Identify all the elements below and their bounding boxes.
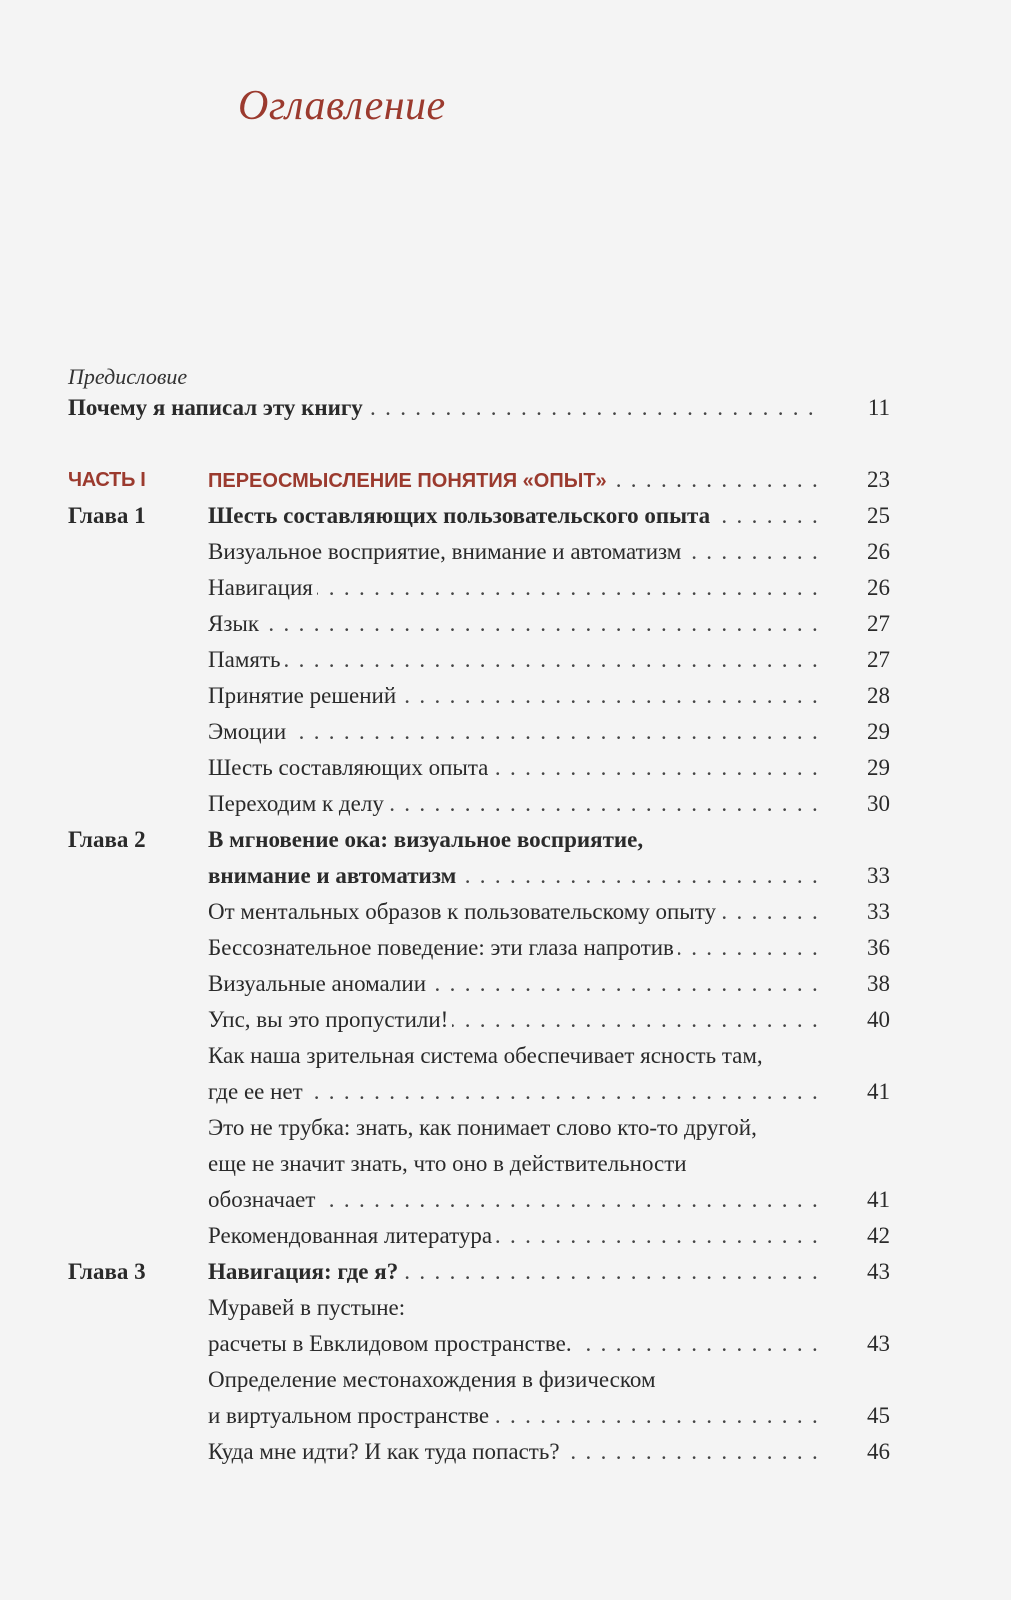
entry-title-line1: Это не трубка: знать, как понимает слово кто-то другой,: [208, 1115, 761, 1140]
page-number: 26: [867, 575, 890, 600]
entry-title: Эмоции: [208, 719, 290, 744]
page-number: 29: [867, 719, 890, 744]
entry-title: Принятие решений: [208, 683, 400, 708]
page-number: 43: [867, 1331, 890, 1356]
entry-title: Рекомендованная литература: [208, 1223, 496, 1248]
part-label: ЧАСТЬ I: [68, 469, 146, 491]
entry-title-line2: еще не значит знать, что оно в действительности: [208, 1151, 691, 1176]
toc-entry[interactable]: [0, 1218, 1011, 1254]
toc-entry-preface[interactable]: [0, 390, 1011, 426]
toc-entry[interactable]: [0, 750, 1011, 786]
toc-entry[interactable]: [0, 966, 1011, 1002]
toc-entry[interactable]: [0, 642, 1011, 678]
chapter-label: Глава 3: [68, 1259, 146, 1284]
entry-title: Визуальные аномалии: [208, 971, 430, 996]
page-number: 45: [867, 1403, 890, 1428]
toc-entry[interactable]: [0, 930, 1011, 966]
page-number: 33: [867, 863, 890, 888]
toc-entry-line1[interactable]: [0, 1038, 1011, 1074]
entry-title: От ментальных образов к пользовательскому опыту: [208, 899, 720, 924]
toc-chapter-3[interactable]: [0, 1254, 1011, 1290]
entry-title: Язык: [208, 611, 263, 636]
toc-chapter-2[interactable]: [0, 822, 1011, 858]
chapter-title-line2: внимание и автоматизм: [208, 863, 460, 888]
page-number: 27: [867, 611, 890, 636]
toc-entry[interactable]: [0, 894, 1011, 930]
page-number: 23: [867, 467, 890, 492]
toc-entry-line1[interactable]: [0, 1290, 1011, 1326]
entry-title: Куда мне идти? И как туда попасть?: [208, 1439, 564, 1464]
page-title: Оглавление: [238, 83, 446, 129]
page-number: 11: [867, 395, 890, 420]
toc-entry[interactable]: [0, 1002, 1011, 1038]
page-number: 27: [867, 647, 890, 672]
toc-entry-line2[interactable]: [0, 1146, 1011, 1182]
toc-entry[interactable]: [0, 786, 1011, 822]
page-number: 46: [867, 1439, 890, 1464]
page-number: 41: [867, 1187, 890, 1212]
page-number: 28: [867, 683, 890, 708]
page-number: 29: [867, 755, 890, 780]
page-number: 41: [867, 1079, 890, 1104]
entry-title: Визуальное восприятие, внимание и автоматизм: [208, 539, 685, 564]
toc-entry[interactable]: [0, 1182, 1011, 1218]
entry-title-line1: Определение местонахождения в физическом: [208, 1367, 660, 1392]
toc-entry-line1[interactable]: [0, 1110, 1011, 1146]
page-number: 30: [867, 791, 890, 816]
page-number: 25: [867, 503, 890, 528]
page-number: 26: [867, 539, 890, 564]
page-number: 33: [867, 899, 890, 924]
entry-title: Переходим к делу: [208, 791, 388, 816]
toc-entry[interactable]: [0, 1434, 1011, 1470]
entry-title-line1: Муравей в пустыне:: [208, 1295, 409, 1320]
page-number: 43: [867, 1259, 890, 1284]
part-title: ПЕРЕОСМЫСЛЕНИЕ ПОНЯТИЯ «ОПЫТ»: [208, 470, 611, 492]
chapter-label: Глава 1: [68, 503, 146, 528]
entry-title: расчеты в Евклидовом пространстве.: [208, 1331, 576, 1356]
entry-title: Бессознательное поведение: эти глаза напротив: [208, 935, 678, 960]
toc-chapter-2-cont[interactable]: [0, 858, 1011, 894]
chapter-title: Шесть составляющих пользовательского опыта: [208, 503, 714, 528]
toc-part-1[interactable]: [0, 462, 1011, 498]
page-number: 42: [867, 1223, 890, 1248]
entry-title-line1: Как наша зрительная система обеспечивает ясность там,: [208, 1043, 767, 1068]
toc-entry[interactable]: [0, 678, 1011, 714]
toc-entry[interactable]: [0, 1074, 1011, 1110]
entry-title: где ее нет: [208, 1079, 307, 1104]
entry-title: Шесть составляющих опыта: [208, 755, 492, 780]
chapter-title: Навигация: где я?: [208, 1259, 402, 1284]
toc-entry[interactable]: [0, 534, 1011, 570]
chapter-title-line1: В мгновение ока: визуальное восприятие,: [208, 827, 647, 852]
preface-title: Почему я написал эту книгу: [68, 395, 367, 420]
toc-entry[interactable]: [0, 570, 1011, 606]
entry-title: Упс, вы это пропустили!: [208, 1007, 452, 1032]
toc-entry[interactable]: [0, 606, 1011, 642]
toc-chapter-1[interactable]: [0, 498, 1011, 534]
entry-title: обозначает: [208, 1187, 319, 1212]
entry-title: Навигация: [208, 575, 317, 600]
toc-entry[interactable]: [0, 714, 1011, 750]
toc-entry-line1[interactable]: [0, 1362, 1011, 1398]
toc-entry[interactable]: [0, 1326, 1011, 1362]
toc-entry[interactable]: [0, 1398, 1011, 1434]
page-number: 40: [867, 1007, 890, 1032]
preface-label: Предисловие: [68, 364, 188, 389]
page-number: 38: [867, 971, 890, 996]
page-number: 36: [867, 935, 890, 960]
chapter-label: Глава 2: [68, 827, 146, 852]
entry-title: Память: [208, 647, 285, 672]
entry-title: и виртуальном пространстве: [208, 1403, 493, 1428]
